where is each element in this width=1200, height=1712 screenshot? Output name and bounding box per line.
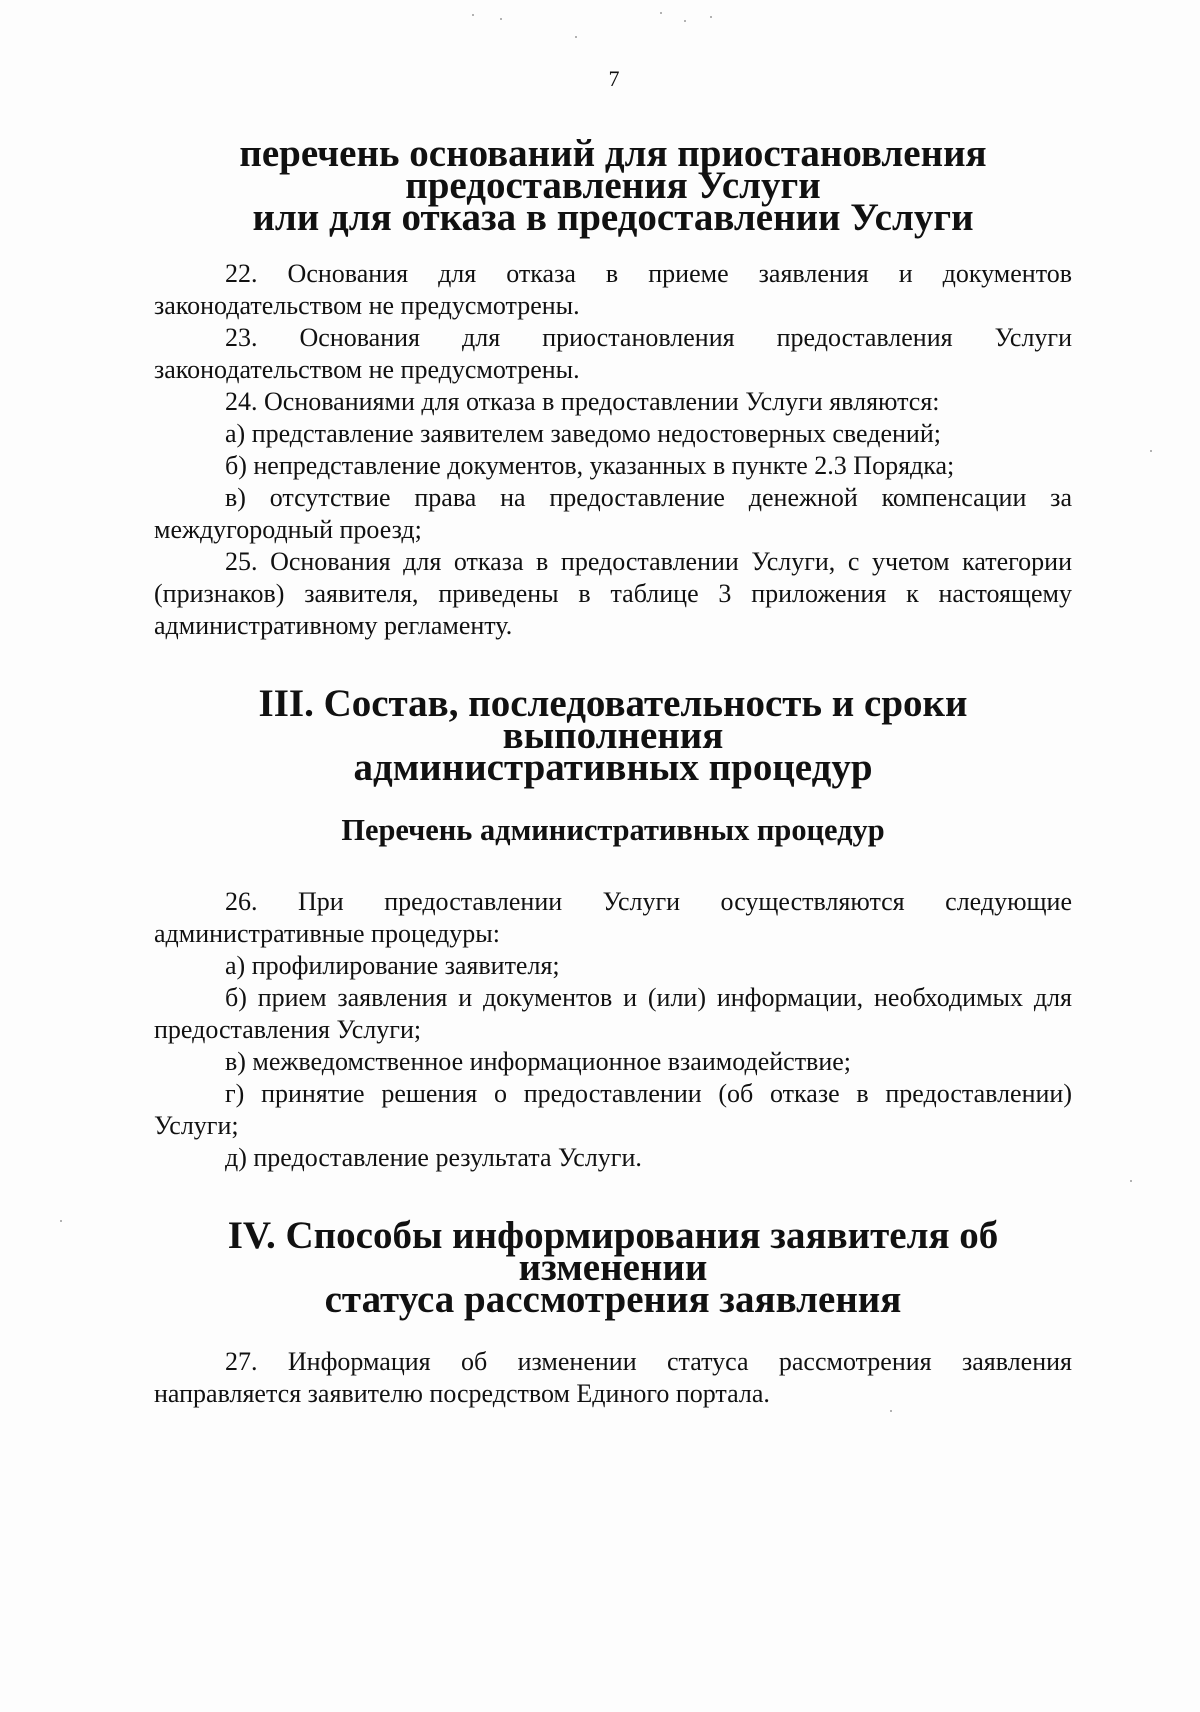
document-body <box>154 132 1072 1410</box>
list-item-b: б) прием заявления и документов и (или) информации, необходимых для предоставления Услуги; <box>154 983 1072 1044</box>
heading-line: административных процедур <box>353 746 873 789</box>
heading-line: перечень оснований для приостановления предоставления Услуги <box>239 132 987 207</box>
heading-line: статуса рассмотрения заявления <box>324 1278 902 1321</box>
paragraph-24: 24. Основаниями для отказа в предоставлении Услуги являются: <box>225 387 940 416</box>
section-heading-grounds <box>154 132 1072 239</box>
scan-speck <box>472 14 474 16</box>
paragraph-22: 22. Основания для отказа в приеме заявления и документов законодательством не предусмотрены. <box>154 259 1072 320</box>
scan-speck <box>1130 1180 1132 1182</box>
list-item-g: г) принятие решения о предоставлении (об отказе в предоставлении) Услуги; <box>154 1079 1072 1140</box>
heading-line: III. Состав, последовательность и сроки выполнения <box>258 682 968 757</box>
section-heading-iv <box>154 1214 1072 1321</box>
list-item-b: б) непредставление документов, указанных в пункте 2.3 Порядка; <box>225 451 955 480</box>
page-number: 7 <box>608 66 620 91</box>
scan-speck <box>890 1410 892 1412</box>
paragraph-27: 27. Информация об изменении статуса рассмотрения заявления направляется заявителю посредством Единого портала. <box>154 1347 1072 1408</box>
paragraph-23: 23. Основания для приостановления предоставления Услуги законодательством не предусмотрены. <box>154 323 1072 384</box>
list-item-v: в) межведомственное информационное взаимодействие; <box>225 1047 852 1076</box>
heading-line: IV. Способы информирования заявителя об изменении <box>227 1214 999 1289</box>
scan-speck <box>710 16 712 18</box>
subheading-procedures-list: Перечень административных процедур <box>341 813 885 847</box>
heading-line: или для отказа в предоставлении Услуги <box>252 196 974 239</box>
scan-speck <box>660 12 662 14</box>
scan-speck <box>1150 450 1152 452</box>
list-item-a: а) представление заявителем заведомо недостоверных сведений; <box>225 419 941 448</box>
scan-speck <box>684 20 686 22</box>
paragraph-25: 25. Основания для отказа в предоставлении Услуги, с учетом категории (признаков) заявителя, приведены в таблице 3 приложения к настоящему административному регламенту. <box>154 547 1072 640</box>
section-heading-iii <box>154 682 1072 789</box>
scan-speck <box>60 1220 62 1222</box>
paragraph-26: 26. При предоставлении Услуги осуществляются следующие административные процедуры: <box>154 887 1072 948</box>
scan-speck <box>575 36 577 38</box>
list-item-v: в) отсутствие права на предоставление денежной компенсации за междугородный проезд; <box>154 483 1072 544</box>
list-item-d: д) предоставление результата Услуги. <box>225 1143 642 1172</box>
scan-speck <box>500 18 502 20</box>
list-item-a: а) профилирование заявителя; <box>225 951 560 980</box>
